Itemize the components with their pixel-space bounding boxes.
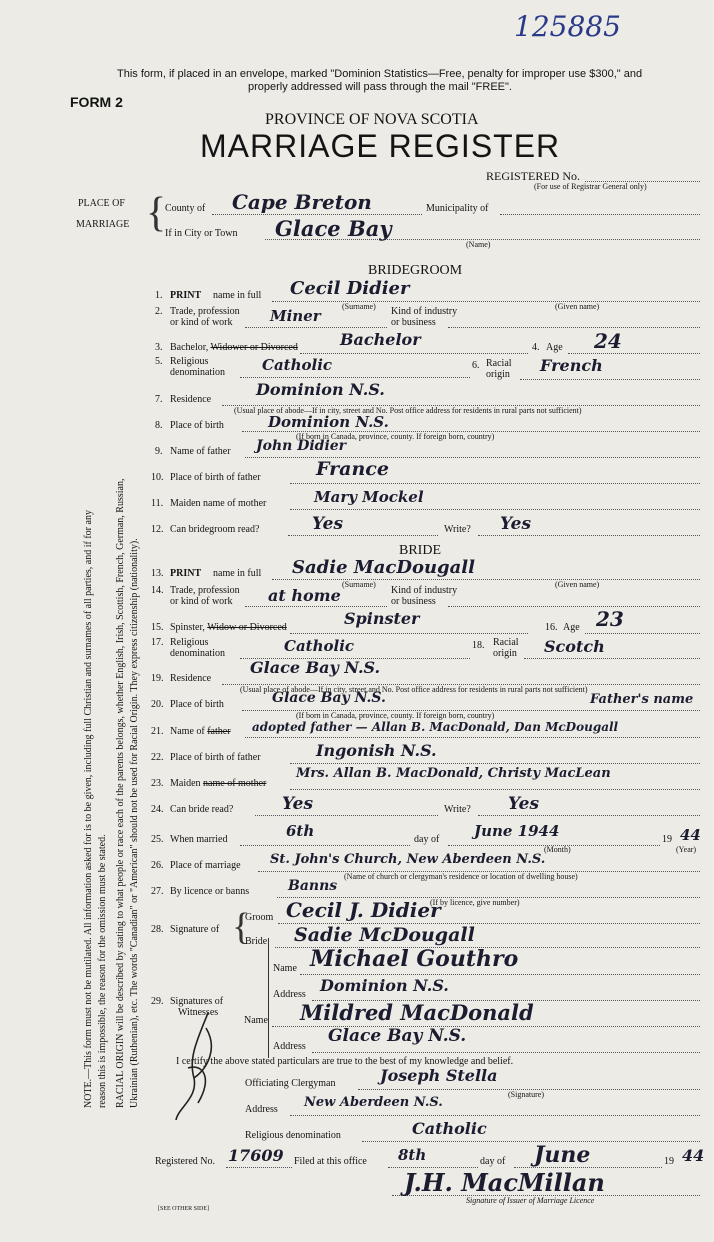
field-18-label2: origin bbox=[493, 648, 517, 659]
marriage-place-note: (Name of church or clergyman's residence or location of dwelling house) bbox=[344, 872, 578, 881]
field-28-number: 28. bbox=[151, 924, 164, 935]
bride-trade-value: at home bbox=[268, 586, 341, 605]
field-8-number: 8. bbox=[155, 420, 163, 431]
groom-status-value: Bachelor bbox=[340, 330, 421, 349]
bride-industry-label2: or business bbox=[391, 596, 436, 607]
field-27-number: 27. bbox=[151, 886, 164, 897]
groom-can-read-value: Yes bbox=[312, 514, 344, 534]
bride-can-write-value: Yes bbox=[508, 794, 540, 814]
field-13-label: name in full bbox=[213, 568, 262, 579]
married-day-of-label: day of bbox=[414, 834, 440, 845]
groom-sig-label: Groom bbox=[245, 912, 274, 923]
filed-day-of-label: day of bbox=[480, 1156, 506, 1167]
denomination-label: Religious denomination bbox=[245, 1130, 341, 1141]
side-note-2: reason this is impossible, the reason for the omission must be stated. bbox=[97, 834, 108, 1108]
groom-residence-note: (Usual place of abode—If in city, street and No. Post office address for residents in rural parts not sufficient) bbox=[234, 406, 582, 415]
field-26-label: Place of marriage bbox=[170, 860, 241, 871]
witness2-address-label: Address bbox=[273, 1041, 306, 1052]
field-18-label1: Racial bbox=[493, 637, 519, 648]
municipality-label: Municipality of bbox=[426, 203, 489, 214]
field-24-label: Can bride read? bbox=[170, 804, 234, 815]
field-23-number: 23. bbox=[151, 778, 164, 789]
field-18-number: 18. bbox=[472, 640, 485, 651]
bride-signature: Sadie McDougall bbox=[294, 924, 475, 946]
city-label: If in City or Town bbox=[165, 228, 238, 239]
bride-name-value: Sadie MacDougall bbox=[292, 557, 475, 578]
groom-given-note: (Given name) bbox=[555, 302, 600, 311]
field-26-number: 26. bbox=[151, 860, 164, 871]
field-29-number: 29. bbox=[151, 996, 164, 1007]
field-1-label: name in full bbox=[213, 290, 262, 301]
married-month-note: (Month) bbox=[544, 845, 571, 854]
bridegroom-heading: BRIDEGROOM bbox=[368, 263, 463, 278]
field-8-label: Place of birth bbox=[170, 420, 224, 431]
marriage-place-value: St. John's Church, New Aberdeen N.S. bbox=[270, 852, 546, 867]
field-16-number: 16. bbox=[545, 622, 558, 633]
bride-surname-note: (Surname) bbox=[342, 580, 376, 589]
field-1-number: 1. bbox=[155, 290, 163, 301]
groom-father-birthplace-value: France bbox=[316, 458, 389, 480]
field-6-label2: origin bbox=[486, 369, 510, 380]
bride-mother-value: Mrs. Allan B. MacDonald, Christy MacLean bbox=[296, 766, 611, 781]
licence-note: (If by licence, give number) bbox=[430, 898, 520, 907]
county-value: Cape Breton bbox=[232, 190, 372, 214]
bride-birthplace-value: Glace Bay N.S. bbox=[272, 690, 386, 706]
margin-scribble bbox=[168, 1008, 228, 1128]
field-17-label1: Religious bbox=[170, 637, 209, 648]
field-13-number: 13. bbox=[151, 568, 164, 579]
bride-birthplace-note: (If born in Canada, province, county. If foreign born, country) bbox=[296, 711, 495, 720]
field-3-label: Bachelor, Widower or Divorced bbox=[170, 342, 298, 353]
field-16-label: Age bbox=[563, 622, 580, 633]
bride-father-name-aside: Father's name bbox=[590, 692, 694, 707]
registered-no-label: REGISTERED No. bbox=[486, 169, 580, 183]
mailing-notice-line1: This form, if placed in an envelope, marked "Dominion Statistics—Free, penalty for improper use $300," and bbox=[117, 68, 643, 80]
married-day-value: 6th bbox=[286, 822, 315, 840]
groom-industry-label2: or business bbox=[391, 317, 436, 328]
field-20-number: 20. bbox=[151, 699, 164, 710]
field-15-label: Spinster, Widow or Divorced bbox=[170, 622, 287, 633]
bride-given-note: (Given name) bbox=[555, 580, 600, 589]
field-27-label: By licence or banns bbox=[170, 886, 250, 897]
field-19-label: Residence bbox=[170, 673, 212, 684]
married-year-prefix: 19 bbox=[662, 834, 672, 845]
bride-write-label: Write? bbox=[444, 804, 471, 815]
field-10-label: Place of birth of father bbox=[170, 472, 261, 483]
field-11-label: Maiden name of mother bbox=[170, 498, 267, 509]
signature-brace: { bbox=[232, 906, 251, 948]
field-1-print: PRINT bbox=[170, 290, 202, 301]
clergy-address: New Aberdeen N.S. bbox=[304, 1095, 443, 1110]
bride-heading: BRIDE bbox=[399, 543, 441, 558]
field-11-number: 11. bbox=[151, 498, 164, 509]
field-4-label: Age bbox=[546, 342, 563, 353]
bride-residence-note: (Usual place of abode—If in city, street and No. Post office address for residents in rural parts not sufficient) bbox=[240, 685, 588, 694]
field-10-number: 10. bbox=[151, 472, 164, 483]
married-month-value: June 1944 bbox=[474, 822, 560, 840]
groom-birthplace-note: (If born in Canada, province, county. If foreign born, country) bbox=[296, 432, 495, 441]
bride-status-value: Spinster bbox=[344, 609, 420, 628]
field-13-print: PRINT bbox=[170, 568, 202, 579]
certification-text: I certify the above stated particulars are true to the best of my knowledge and belief. bbox=[176, 1056, 514, 1067]
bride-industry-label1: Kind of industry bbox=[391, 585, 458, 596]
married-year-note: (Year) bbox=[676, 845, 697, 854]
licence-banns-value: Banns bbox=[288, 878, 338, 894]
bride-father-birthplace-value: Ingonish N.S. bbox=[316, 741, 437, 760]
groom-surname-note: (Surname) bbox=[342, 302, 376, 311]
field-6-number: 6. bbox=[472, 360, 480, 371]
field-17-number: 17. bbox=[151, 637, 164, 648]
bride-father-value: adopted father — Allan B. MacDonald, Dan McDougall bbox=[252, 720, 619, 734]
filed-year-prefix: 19 bbox=[664, 1156, 674, 1167]
filed-day-value: 8th bbox=[398, 1146, 427, 1164]
witness1-address: Dominion N.S. bbox=[320, 976, 449, 995]
clergy-address-label: Address bbox=[245, 1104, 278, 1115]
field-24-number: 24. bbox=[151, 804, 164, 815]
filed-year-value: 44 bbox=[682, 1146, 705, 1165]
field-19-number: 19. bbox=[151, 673, 164, 684]
denomination-value: Catholic bbox=[412, 1119, 487, 1138]
groom-religion-value: Catholic bbox=[262, 356, 333, 374]
bride-religion-value: Catholic bbox=[284, 637, 355, 655]
field-12-number: 12. bbox=[151, 524, 164, 535]
groom-signature: Cecil J. Didier bbox=[286, 898, 441, 922]
field-4-number: 4. bbox=[532, 342, 540, 353]
groom-mother-value: Mary Mockel bbox=[314, 488, 424, 506]
groom-write-label: Write? bbox=[444, 524, 471, 535]
field-25-number: 25. bbox=[151, 834, 164, 845]
groom-name-value: Cecil Didier bbox=[290, 278, 410, 299]
bride-residence-value: Glace Bay N.S. bbox=[250, 658, 381, 677]
bride-can-read-value: Yes bbox=[282, 794, 314, 814]
witness1-address-label: Address bbox=[273, 989, 306, 1000]
groom-trade-value: Miner bbox=[270, 307, 321, 325]
field-2-label2: or kind of work bbox=[170, 317, 233, 328]
place-label-line1: PLACE OF bbox=[78, 198, 125, 209]
field-23-label: Maiden name of mother bbox=[170, 778, 267, 789]
field-2-number: 2. bbox=[155, 306, 163, 317]
field-3-number: 3. bbox=[155, 342, 163, 353]
clergy-signature: Joseph Stella bbox=[380, 1066, 498, 1085]
field-29-label1: Signatures of bbox=[170, 996, 224, 1007]
field-14-number: 14. bbox=[151, 585, 164, 596]
register-stamp-number: 125885 bbox=[514, 10, 621, 43]
registrar-note: (For use of Registrar General only) bbox=[534, 182, 647, 191]
groom-can-write-value: Yes bbox=[500, 514, 532, 534]
field-5-label1: Religious bbox=[170, 356, 209, 367]
witness1-name-label: Name bbox=[273, 963, 297, 974]
issuer-signature: J.H. MacMillan bbox=[404, 1168, 605, 1197]
field-14-label2: or kind of work bbox=[170, 596, 233, 607]
field-5-number: 5. bbox=[155, 356, 163, 367]
groom-industry-label1: Kind of industry bbox=[391, 306, 458, 317]
field-22-number: 22. bbox=[151, 752, 164, 763]
field-29-label2: Witnesses bbox=[178, 1007, 219, 1018]
witness2-address: Glace Bay N.S. bbox=[328, 1026, 467, 1046]
groom-residence-value: Dominion N.S. bbox=[256, 380, 385, 399]
field-2-label1: Trade, profession bbox=[170, 306, 240, 317]
field-15-number: 15. bbox=[151, 622, 164, 633]
groom-racial-origin-value: French bbox=[540, 356, 603, 375]
see-other-side: [SEE OTHER SIDE] bbox=[158, 1206, 209, 1212]
province-heading: PROVINCE OF NOVA SCOTIA bbox=[265, 111, 479, 128]
side-note-4: Ukrainian (Ruthenian), etc. The words "Canadian" or "American" should not be used for Racial Origin. They express citizenship (nationality). bbox=[129, 538, 140, 1108]
field-20-label: Place of birth bbox=[170, 699, 224, 710]
witness1-name: Michael Gouthro bbox=[310, 946, 519, 972]
witness2-name-label: Name bbox=[244, 1015, 268, 1026]
clergy-signature-note: (Signature) bbox=[508, 1090, 544, 1099]
field-5-label2: denomination bbox=[170, 367, 225, 378]
field-17-label2: denomination bbox=[170, 648, 225, 659]
registered-no-label-bottom: Registered No. bbox=[155, 1156, 215, 1167]
place-label-line2: MARRIAGE bbox=[76, 219, 130, 230]
field-9-number: 9. bbox=[155, 446, 163, 457]
field-6-label1: Racial bbox=[486, 358, 512, 369]
field-21-label: Name of father bbox=[170, 726, 231, 737]
filed-label: Filed at this office bbox=[294, 1156, 367, 1167]
field-7-number: 7. bbox=[155, 394, 163, 405]
field-7-label: Residence bbox=[170, 394, 212, 405]
bride-racial-origin-value: Scotch bbox=[544, 637, 605, 656]
groom-birthplace-value: Dominion N.S. bbox=[268, 413, 389, 431]
groom-father-value: John Didier bbox=[256, 438, 347, 454]
field-14-label1: Trade, profession bbox=[170, 585, 240, 596]
bride-sig-label: Bride bbox=[245, 936, 268, 947]
county-label: County of bbox=[165, 203, 206, 214]
field-28-label: Signature of bbox=[170, 924, 220, 935]
side-note-3: RACIAL ORIGIN will be described by stating to what people or race each of the parents belongs, whether English, Irish, Scottish, French, German, Russian, bbox=[115, 478, 126, 1108]
form-label: FORM 2 bbox=[70, 94, 123, 110]
page-title: MARRIAGE REGISTER bbox=[200, 128, 561, 164]
clergy-label: Officiating Clergyman bbox=[245, 1078, 336, 1089]
bride-age-value: 23 bbox=[596, 607, 624, 631]
field-22-label: Place of birth of father bbox=[170, 752, 261, 763]
field-12-label: Can bridegroom read? bbox=[170, 524, 260, 535]
place-brace: { bbox=[146, 190, 167, 236]
registered-no-value: 17609 bbox=[228, 1146, 284, 1165]
witness2-name: Mildred MacDonald bbox=[300, 1000, 534, 1025]
issuer-note: Signature of Issuer of Marriage Licence bbox=[466, 1196, 595, 1205]
city-value: Glace Bay bbox=[275, 216, 392, 241]
field-25-label: When married bbox=[170, 834, 228, 845]
married-year-value: 44 bbox=[680, 826, 701, 844]
filed-month-value: June bbox=[534, 1142, 591, 1168]
field-21-number: 21. bbox=[151, 726, 164, 737]
city-name-note: (Name) bbox=[466, 240, 491, 249]
side-note-1: NOTE.—This form must not be mutilated. All information asked for is to be given, including full Christian and surnames of all parties, and if for any bbox=[83, 510, 94, 1108]
groom-age-value: 24 bbox=[594, 329, 622, 353]
field-9-label: Name of father bbox=[170, 446, 231, 457]
mailing-notice-line2: properly addressed will pass through the mail "FREE". bbox=[248, 81, 512, 93]
